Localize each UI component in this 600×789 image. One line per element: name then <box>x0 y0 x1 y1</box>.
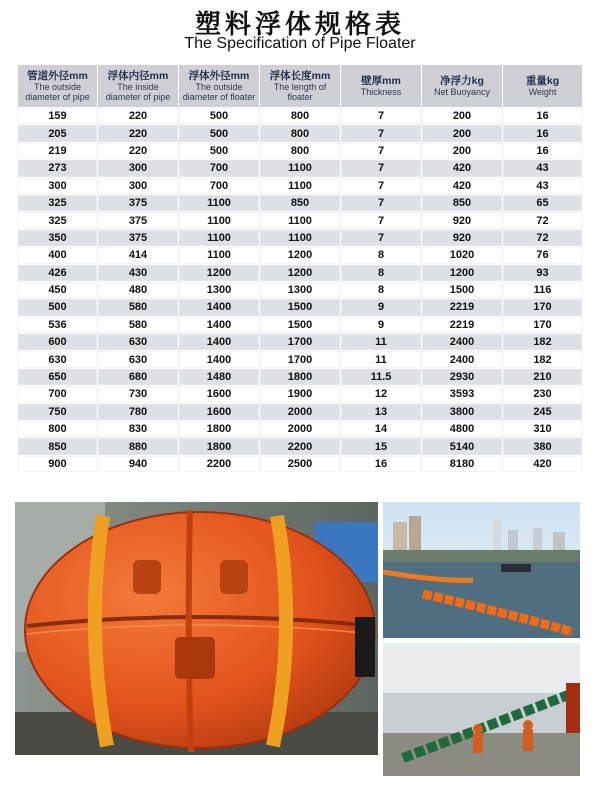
cell-thickness: 7 <box>341 177 422 194</box>
cell-floater-od: 1480 <box>179 368 260 385</box>
cell-pipe-od: 650 <box>18 368 98 385</box>
cell-floater-length: 1300 <box>260 281 341 298</box>
cell-floater-id: 940 <box>98 455 179 472</box>
cell-floater-id: 375 <box>98 194 179 211</box>
cell-pipe-od: 400 <box>18 247 98 264</box>
cell-floater-od: 500 <box>179 108 260 125</box>
cell-floater-id: 300 <box>98 177 179 194</box>
column-header-cn: 重量kg <box>525 74 560 87</box>
table-row <box>18 247 583 264</box>
cell-pipe-od: 536 <box>18 316 98 333</box>
cell-floater-id: 220 <box>98 108 179 125</box>
cell-floater-length: 2200 <box>260 438 341 455</box>
cell-weight: 310 <box>503 421 583 438</box>
table-body <box>18 108 583 473</box>
cell-floater-length: 1700 <box>260 351 341 368</box>
table-row <box>18 142 583 159</box>
cell-weight: 93 <box>503 264 583 281</box>
cell-pipe-od: 850 <box>18 438 98 455</box>
cell-pipe-od: 800 <box>18 421 98 438</box>
cell-pipe-od: 325 <box>18 194 98 211</box>
table-row <box>18 368 583 385</box>
table-row <box>18 212 583 229</box>
cell-weight: 420 <box>503 455 583 472</box>
column-header-en: The outside diameter of floater <box>182 81 256 102</box>
cell-thickness: 15 <box>341 438 422 455</box>
cell-floater-od: 1100 <box>179 229 260 246</box>
cell-weight: 43 <box>503 160 583 177</box>
cell-floater-id: 580 <box>98 299 179 316</box>
specification-table <box>17 64 583 473</box>
cell-pipe-od: 159 <box>18 108 98 125</box>
cell-weight: 76 <box>503 247 583 264</box>
cell-floater-od: 1600 <box>179 386 260 403</box>
cell-floater-od: 2200 <box>179 455 260 472</box>
table-row <box>18 316 583 333</box>
cell-floater-od: 500 <box>179 142 260 159</box>
cell-floater-id: 630 <box>98 334 179 351</box>
column-header-cn: 浮体内径mm <box>107 69 169 82</box>
cell-floater-od: 1400 <box>179 351 260 368</box>
cell-net-buoyancy: 420 <box>422 160 503 177</box>
column-header-weight <box>503 65 583 108</box>
cell-net-buoyancy: 2400 <box>422 351 503 368</box>
table-header-row <box>18 65 583 108</box>
title-english: The Specification of Pipe Floater <box>184 35 416 52</box>
cell-floater-length: 1100 <box>260 177 341 194</box>
cell-pipe-od: 900 <box>18 455 98 472</box>
cell-weight: 72 <box>503 212 583 229</box>
cell-weight: 230 <box>503 386 583 403</box>
cell-thickness: 9 <box>341 316 422 333</box>
cell-thickness: 8 <box>341 281 422 298</box>
cell-thickness: 8 <box>341 247 422 264</box>
cell-floater-length: 1500 <box>260 316 341 333</box>
column-header-floater-od <box>179 65 260 108</box>
cell-floater-length: 1800 <box>260 368 341 385</box>
cell-thickness: 9 <box>341 299 422 316</box>
cell-floater-id: 730 <box>98 386 179 403</box>
table-row <box>18 438 583 455</box>
cell-thickness: 7 <box>341 125 422 142</box>
cell-floater-od: 1400 <box>179 316 260 333</box>
cell-floater-length: 1100 <box>260 212 341 229</box>
cell-thickness: 14 <box>341 421 422 438</box>
cell-net-buoyancy: 1020 <box>422 247 503 264</box>
cell-floater-id: 375 <box>98 212 179 229</box>
cell-net-buoyancy: 5140 <box>422 438 503 455</box>
column-header-cn: 管道外径mm <box>27 69 88 82</box>
cell-floater-od: 1400 <box>179 299 260 316</box>
cell-pipe-od: 273 <box>18 160 98 177</box>
column-header-cn: 浮体长度mm <box>269 69 331 82</box>
column-header-thickness <box>341 65 422 108</box>
cell-weight: 16 <box>503 108 583 125</box>
cell-thickness: 13 <box>341 403 422 420</box>
cell-pipe-od: 325 <box>18 212 98 229</box>
cell-floater-od: 1300 <box>179 281 260 298</box>
cell-weight: 16 <box>503 142 583 159</box>
cell-floater-od: 1400 <box>179 334 260 351</box>
column-header-cn: 壁厚mm <box>361 74 401 87</box>
table-row <box>18 125 583 142</box>
column-header-en: Net Buoyancy <box>433 86 491 97</box>
sea-installation-photo <box>383 643 580 776</box>
cell-floater-length: 800 <box>260 108 341 125</box>
cell-floater-od: 1600 <box>179 403 260 420</box>
cell-net-buoyancy: 850 <box>422 194 503 211</box>
cell-floater-id: 630 <box>98 351 179 368</box>
table-row <box>18 403 583 420</box>
cell-floater-od: 1800 <box>179 421 260 438</box>
cell-thickness: 7 <box>341 108 422 125</box>
cell-floater-id: 220 <box>98 142 179 159</box>
cell-net-buoyancy: 2930 <box>422 368 503 385</box>
cell-floater-length: 850 <box>260 194 341 211</box>
cell-floater-length: 2000 <box>260 403 341 420</box>
cell-floater-length: 1100 <box>260 160 341 177</box>
cell-net-buoyancy: 3593 <box>422 386 503 403</box>
cell-pipe-od: 219 <box>18 142 98 159</box>
cell-floater-id: 480 <box>98 281 179 298</box>
cell-net-buoyancy: 200 <box>422 142 503 159</box>
cell-net-buoyancy: 4800 <box>422 421 503 438</box>
cell-floater-length: 1500 <box>260 299 341 316</box>
cell-floater-id: 880 <box>98 438 179 455</box>
table-row <box>18 229 583 246</box>
cell-pipe-od: 300 <box>18 177 98 194</box>
cell-floater-id: 375 <box>98 229 179 246</box>
cell-net-buoyancy: 2400 <box>422 334 503 351</box>
column-header-floater-length <box>260 65 341 108</box>
cell-net-buoyancy: 200 <box>422 108 503 125</box>
cell-floater-id: 780 <box>98 403 179 420</box>
table-row <box>18 334 583 351</box>
cell-floater-id: 430 <box>98 264 179 281</box>
cell-weight: 16 <box>503 125 583 142</box>
cell-pipe-od: 750 <box>18 403 98 420</box>
cell-floater-id: 220 <box>98 125 179 142</box>
cell-net-buoyancy: 1200 <box>422 264 503 281</box>
column-header-cn: 浮体外径mm <box>188 69 250 82</box>
cell-floater-length: 1100 <box>260 229 341 246</box>
table-row <box>18 421 583 438</box>
cell-weight: 72 <box>503 229 583 246</box>
cell-pipe-od: 600 <box>18 334 98 351</box>
table-row <box>18 160 583 177</box>
cell-thickness: 11.5 <box>341 368 422 385</box>
cell-pipe-od: 205 <box>18 125 98 142</box>
column-header-pipe-od <box>18 65 98 108</box>
column-header-en: The outside diameter of pipe <box>25 81 90 102</box>
cell-pipe-od: 630 <box>18 351 98 368</box>
cell-weight: 43 <box>503 177 583 194</box>
cell-weight: 210 <box>503 368 583 385</box>
cell-net-buoyancy: 200 <box>422 125 503 142</box>
cell-net-buoyancy: 920 <box>422 212 503 229</box>
cell-thickness: 7 <box>341 229 422 246</box>
cell-floater-length: 1900 <box>260 386 341 403</box>
cell-thickness: 8 <box>341 264 422 281</box>
column-header-en: The length of floater <box>273 81 327 102</box>
cell-floater-id: 680 <box>98 368 179 385</box>
cell-net-buoyancy: 2219 <box>422 299 503 316</box>
cell-floater-id: 414 <box>98 247 179 264</box>
cell-pipe-od: 500 <box>18 299 98 316</box>
cell-thickness: 7 <box>341 212 422 229</box>
cell-thickness: 7 <box>341 160 422 177</box>
cell-thickness: 11 <box>341 351 422 368</box>
cell-net-buoyancy: 2219 <box>422 316 503 333</box>
cell-floater-od: 1100 <box>179 194 260 211</box>
cell-floater-od: 1200 <box>179 264 260 281</box>
cell-net-buoyancy: 920 <box>422 229 503 246</box>
cell-floater-length: 1200 <box>260 247 341 264</box>
cell-floater-od: 1100 <box>179 212 260 229</box>
cell-floater-id: 300 <box>98 160 179 177</box>
column-header-en: Thickness <box>360 86 402 97</box>
cell-pipe-od: 450 <box>18 281 98 298</box>
cell-thickness: 11 <box>341 334 422 351</box>
cell-pipe-od: 700 <box>18 386 98 403</box>
table-row <box>18 351 583 368</box>
cell-floater-length: 800 <box>260 142 341 159</box>
table-row <box>18 264 583 281</box>
cell-floater-id: 580 <box>98 316 179 333</box>
cell-floater-id: 830 <box>98 421 179 438</box>
floater-photo <box>15 502 378 755</box>
column-header-cn: 净浮力kg <box>440 74 484 87</box>
column-header-floater-id <box>98 65 179 108</box>
table-row <box>18 299 583 316</box>
cell-thickness: 7 <box>341 142 422 159</box>
cell-weight: 182 <box>503 334 583 351</box>
cell-net-buoyancy: 420 <box>422 177 503 194</box>
cell-weight: 245 <box>503 403 583 420</box>
table-row <box>18 108 583 125</box>
cell-floater-length: 800 <box>260 125 341 142</box>
cell-thickness: 12 <box>341 386 422 403</box>
cell-net-buoyancy: 1500 <box>422 281 503 298</box>
cell-floater-od: 1800 <box>179 438 260 455</box>
table-row <box>18 455 583 472</box>
cell-thickness: 16 <box>341 455 422 472</box>
column-header-en: The inside diameter of pipe <box>105 81 171 102</box>
cell-pipe-od: 350 <box>18 229 98 246</box>
cell-floater-od: 700 <box>179 177 260 194</box>
column-header-net-buoyancy <box>422 65 503 108</box>
cell-weight: 65 <box>503 194 583 211</box>
cell-net-buoyancy: 3800 <box>422 403 503 420</box>
table-row <box>18 386 583 403</box>
cell-floater-length: 1200 <box>260 264 341 281</box>
cell-weight: 182 <box>503 351 583 368</box>
table-row <box>18 281 583 298</box>
cell-pipe-od: 426 <box>18 264 98 281</box>
cell-floater-length: 2500 <box>260 455 341 472</box>
cell-weight: 380 <box>503 438 583 455</box>
table-row <box>18 177 583 194</box>
column-header-en: Weight <box>528 86 557 97</box>
cell-weight: 170 <box>503 299 583 316</box>
table-row <box>18 194 583 211</box>
cell-net-buoyancy: 8180 <box>422 455 503 472</box>
cell-floater-od: 700 <box>179 160 260 177</box>
cell-thickness: 7 <box>341 194 422 211</box>
cell-floater-od: 500 <box>179 125 260 142</box>
cell-floater-length: 1700 <box>260 334 341 351</box>
cell-floater-length: 2000 <box>260 421 341 438</box>
cell-weight: 116 <box>503 281 583 298</box>
cell-weight: 170 <box>503 316 583 333</box>
title-chinese: 塑料浮体规格表 <box>194 10 405 40</box>
river-floater-line-photo <box>383 502 580 638</box>
cell-floater-od: 1100 <box>179 247 260 264</box>
